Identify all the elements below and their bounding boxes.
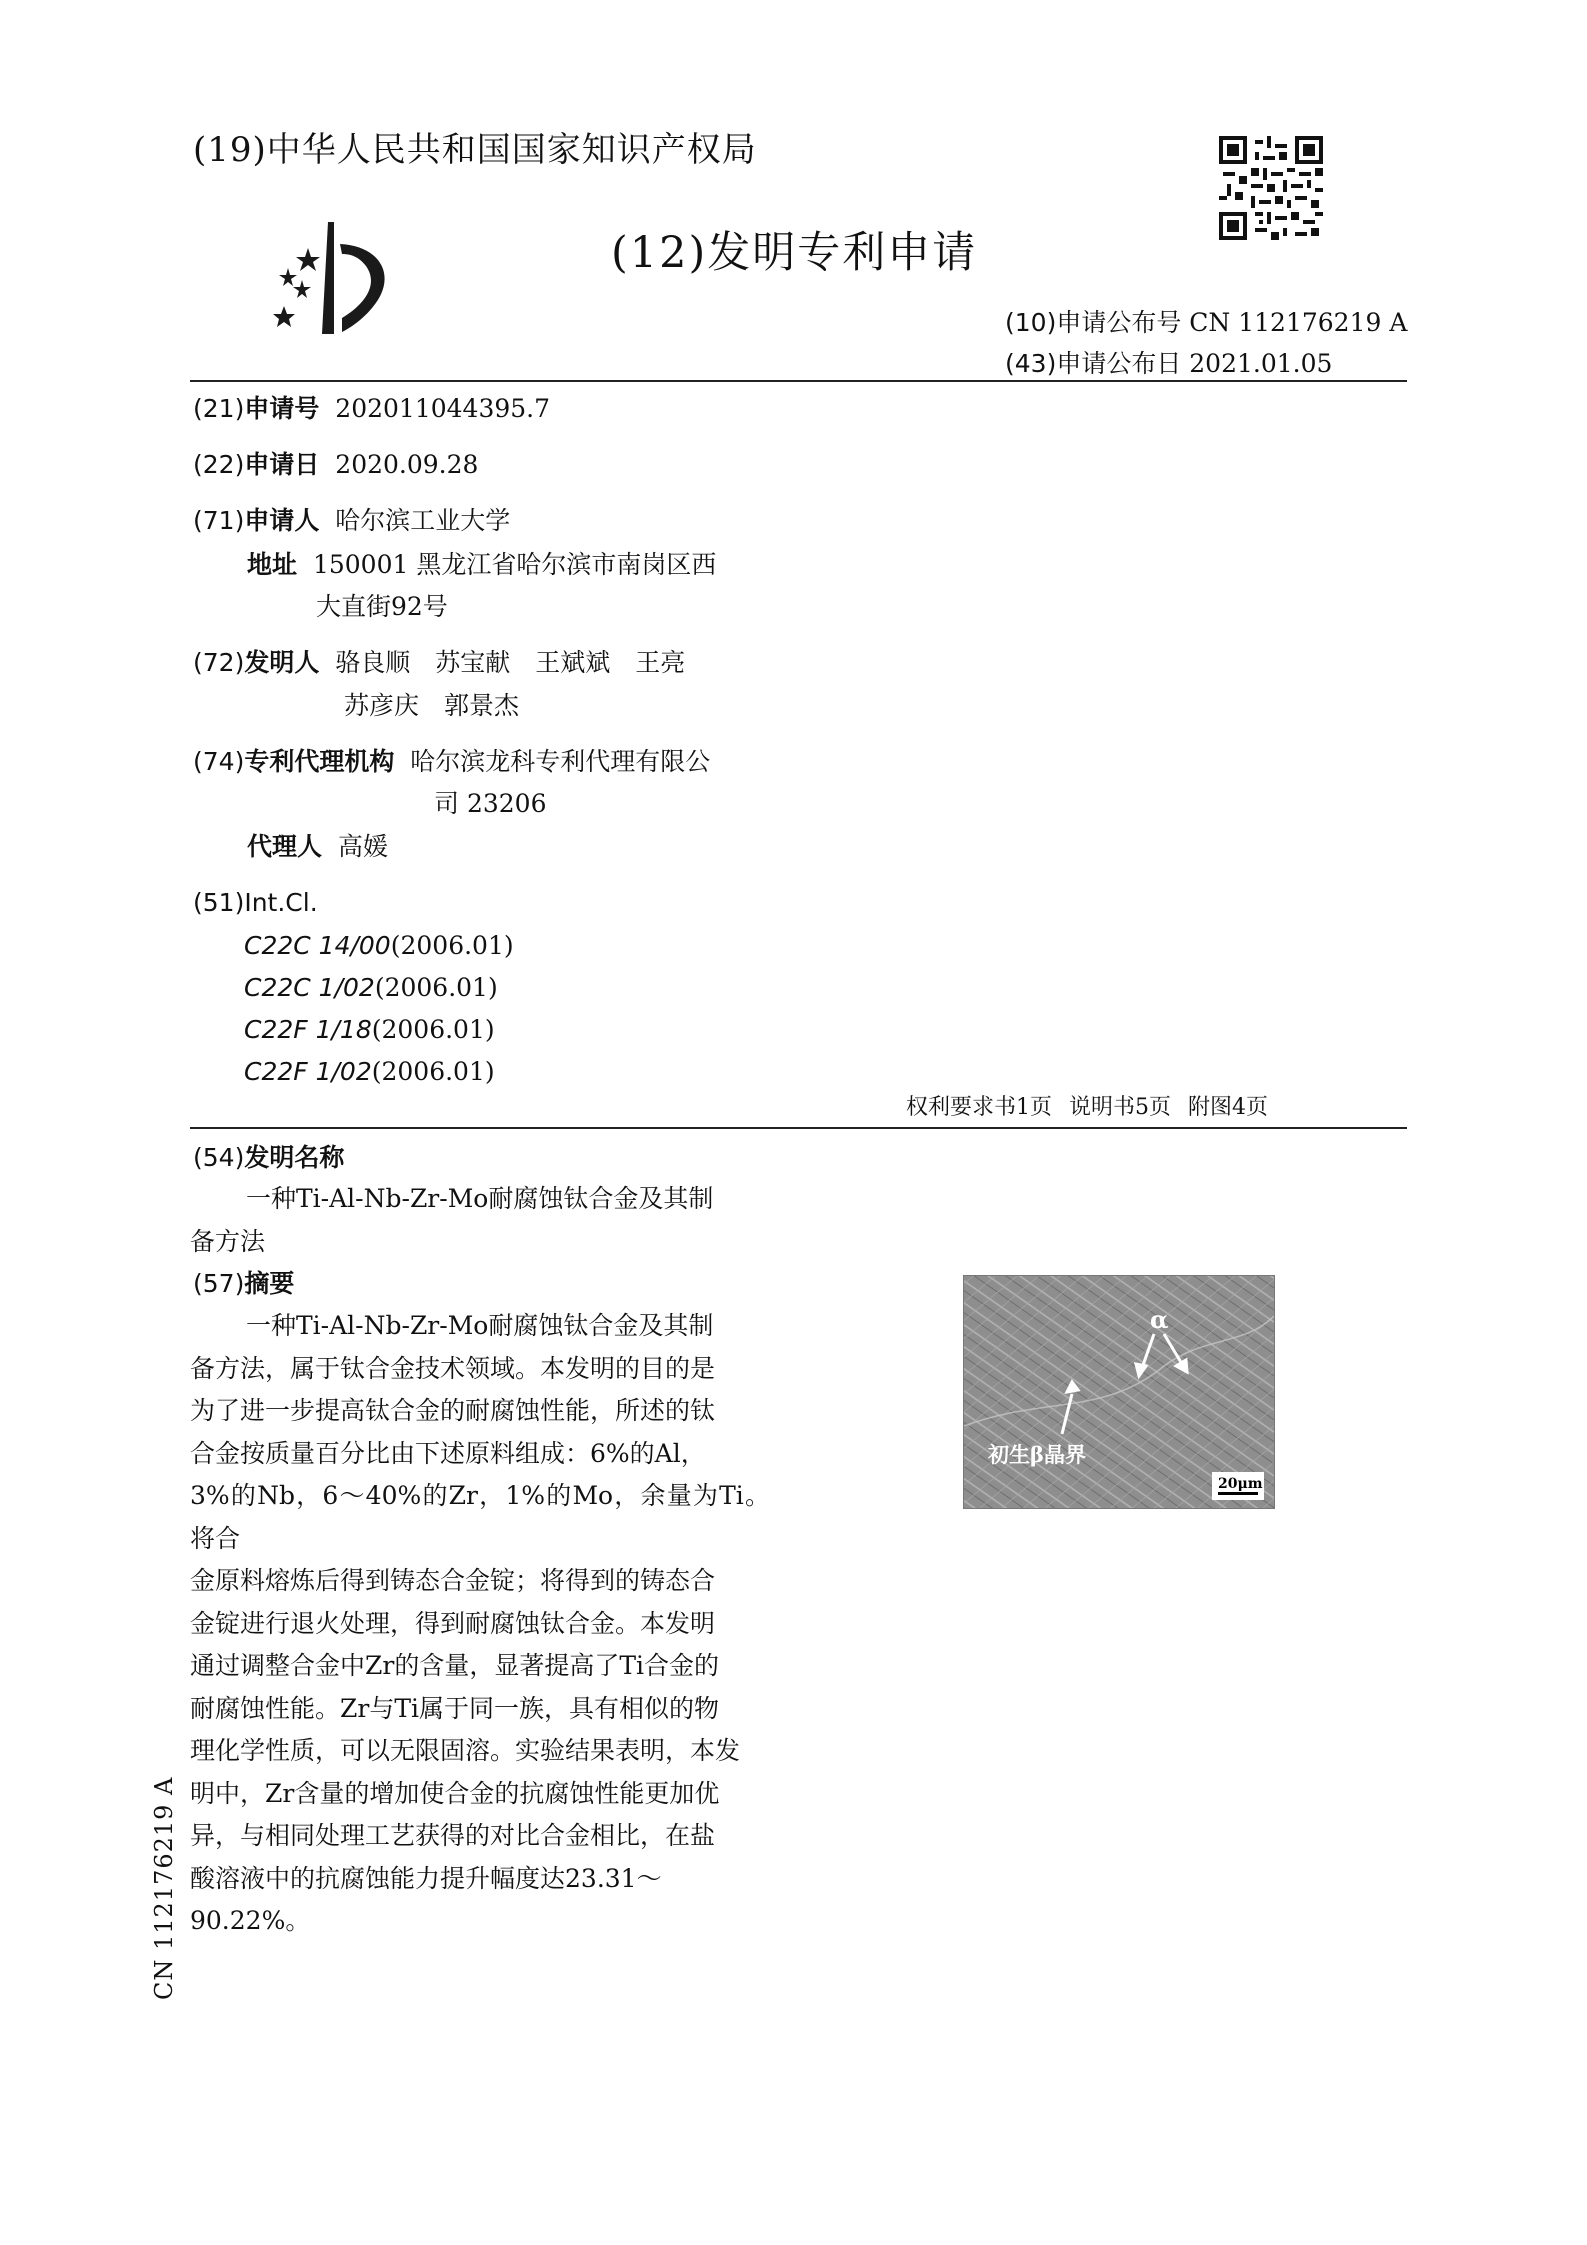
agent-name: 高媛 (337, 832, 388, 861)
agency-line-1: 哈尔滨龙科专利代理有限公 (410, 747, 711, 776)
application-number: 202011044395.7 (335, 394, 551, 423)
title-line-2: 备方法 (190, 1226, 266, 1256)
ipc-version: (2006.01) (371, 1057, 495, 1086)
document-type: (12)发明专利申请 (611, 228, 978, 278)
field-label: 发明人 (244, 648, 320, 677)
ipc-class-row (244, 1054, 495, 1090)
ipc-class: C22C 14/00 (244, 931, 391, 960)
abstract-line: 酸溶液中的抗腐蚀能力提升幅度达23.31～ (190, 1863, 662, 1893)
abstract-line: 金锭进行退火处理，得到耐腐蚀钛合金。本发明 (190, 1608, 716, 1638)
field-label: 申请日 (244, 450, 320, 479)
ipc-version: (2006.01) (390, 931, 514, 960)
abstract-line: 合金按质量百分比由下述原料组成：6%的Al， (190, 1438, 706, 1468)
application-number-field (193, 391, 550, 427)
applicant-name: 哈尔滨工业大学 (335, 506, 511, 535)
abstract-line: 通过调整合金中Zr的含量，显著提高了Ti合金的 (190, 1651, 719, 1680)
ipc-version: (2006.01) (371, 1015, 495, 1044)
field-code: (51) (193, 888, 245, 917)
ipc-class-row (244, 928, 514, 964)
int-cl-field (193, 885, 318, 921)
publication-number-label: (10)申请公布号 (1005, 308, 1182, 337)
field-label: 发明名称 (244, 1143, 345, 1172)
invention-title (190, 1178, 770, 1263)
prior-beta-grain-label: 初生β晶界 (988, 1442, 1086, 1467)
field-code: (21) (193, 394, 245, 423)
agent-field (247, 829, 388, 865)
scale-bar-label: 20μm (1218, 1476, 1263, 1492)
field-label: 申请人 (244, 506, 320, 535)
address-line-1: 150001 黑龙江省哈尔滨市南岗区西 (312, 550, 717, 579)
field-code: (71) (193, 506, 245, 535)
inventors-line-2: 苏彦庆 郭景杰 (344, 691, 520, 720)
field-code: (57) (193, 1269, 245, 1298)
field-label: 地址 (247, 550, 298, 579)
publication-date-row (1005, 344, 1332, 380)
publication-number: CN 112176219 A (1189, 308, 1408, 337)
abstract-micrograph-figure (963, 1275, 1275, 1509)
publication-date-label: (43)申请公布日 (1005, 349, 1182, 378)
abstract-line: 金原料熔炼后得到铸态合金锭；将得到的铸态合 (190, 1566, 716, 1595)
page-count-info: 权利要求书1页 说明书5页 附图4页 (906, 1095, 1268, 1120)
abstract-line: 明中，Zr含量的增加使合金的抗腐蚀性能更加优 (190, 1778, 720, 1808)
field-label: 代理人 (247, 832, 323, 861)
abstract-line: 备方法，属于钛合金技术领域。本发明的目的是 (190, 1353, 716, 1383)
scale-bar (1218, 1492, 1258, 1495)
qr-code (1219, 136, 1323, 240)
field-label: 摘要 (244, 1269, 295, 1298)
ipc-class-row (244, 970, 498, 1006)
abstract-heading (193, 1266, 294, 1302)
field-code: (74) (193, 747, 245, 776)
ipc-class-row (244, 1012, 495, 1048)
ipc-version: (2006.01) (374, 973, 498, 1002)
field-label: 专利代理机构 (244, 747, 395, 776)
publication-date: 2021.01.05 (1189, 349, 1333, 378)
field-code: (22) (193, 450, 245, 479)
field-code: (72) (193, 648, 245, 677)
agency-line-2: 司 23206 (434, 789, 547, 818)
field-code: (54) (193, 1143, 245, 1172)
field-label: Int.Cl. (244, 888, 318, 917)
applicant-field (193, 503, 510, 539)
issuing-office: (19)中华人民共和国国家知识产权局 (193, 130, 757, 170)
ipc-class: C22C 1/02 (244, 973, 375, 1002)
ipc-class: C22F 1/02 (244, 1057, 372, 1086)
publication-number-row (1005, 303, 1407, 339)
abstract-line: 理化学性质，可以无限固溶。实验结果表明，本发 (190, 1736, 741, 1765)
micrograph-image (964, 1276, 1274, 1508)
abstract-line: 90.22%。 (190, 1906, 311, 1935)
ipc-class: C22F 1/18 (244, 1015, 372, 1044)
inventors-line-1: 骆良顺 苏宝献 王斌斌 王亮 (335, 648, 686, 677)
field-label: 申请号 (244, 394, 320, 423)
title-line-1: 一种Ti-Al-Nb-Zr-Mo耐腐蚀钛合金及其制 (246, 1184, 714, 1213)
alpha-phase-label: α (1150, 1305, 1169, 1334)
biblio-divider (190, 1127, 1407, 1129)
abstract-text (190, 1305, 770, 1943)
abstract-line: 为了进一步提高钛合金的耐腐蚀性能，所述的钛 (190, 1396, 716, 1425)
header-divider (190, 380, 1407, 382)
address-line-2: 大直街92号 (316, 592, 448, 621)
inventors-field (193, 645, 685, 681)
address-field (247, 547, 716, 583)
title-section-heading (193, 1140, 344, 1176)
abstract-line: 耐腐蚀性能。Zr与Ti属于同一族，具有相似的物 (190, 1693, 719, 1723)
cnipa-emblem-logo (262, 218, 412, 338)
filing-date-field (193, 447, 478, 483)
abstract-line: 异，与相同处理工艺获得的对比合金相比，在盐 (190, 1821, 716, 1850)
agency-field (193, 744, 710, 780)
side-publication-number: CN 112176219 A (150, 1776, 178, 2000)
abstract-line: 3%的Nb，6～40%的Zr，1%的Mo，余量为Ti。将合 (190, 1481, 770, 1553)
abstract-line: 一种Ti-Al-Nb-Zr-Mo耐腐蚀钛合金及其制 (246, 1311, 714, 1340)
filing-date: 2020.09.28 (335, 450, 479, 479)
